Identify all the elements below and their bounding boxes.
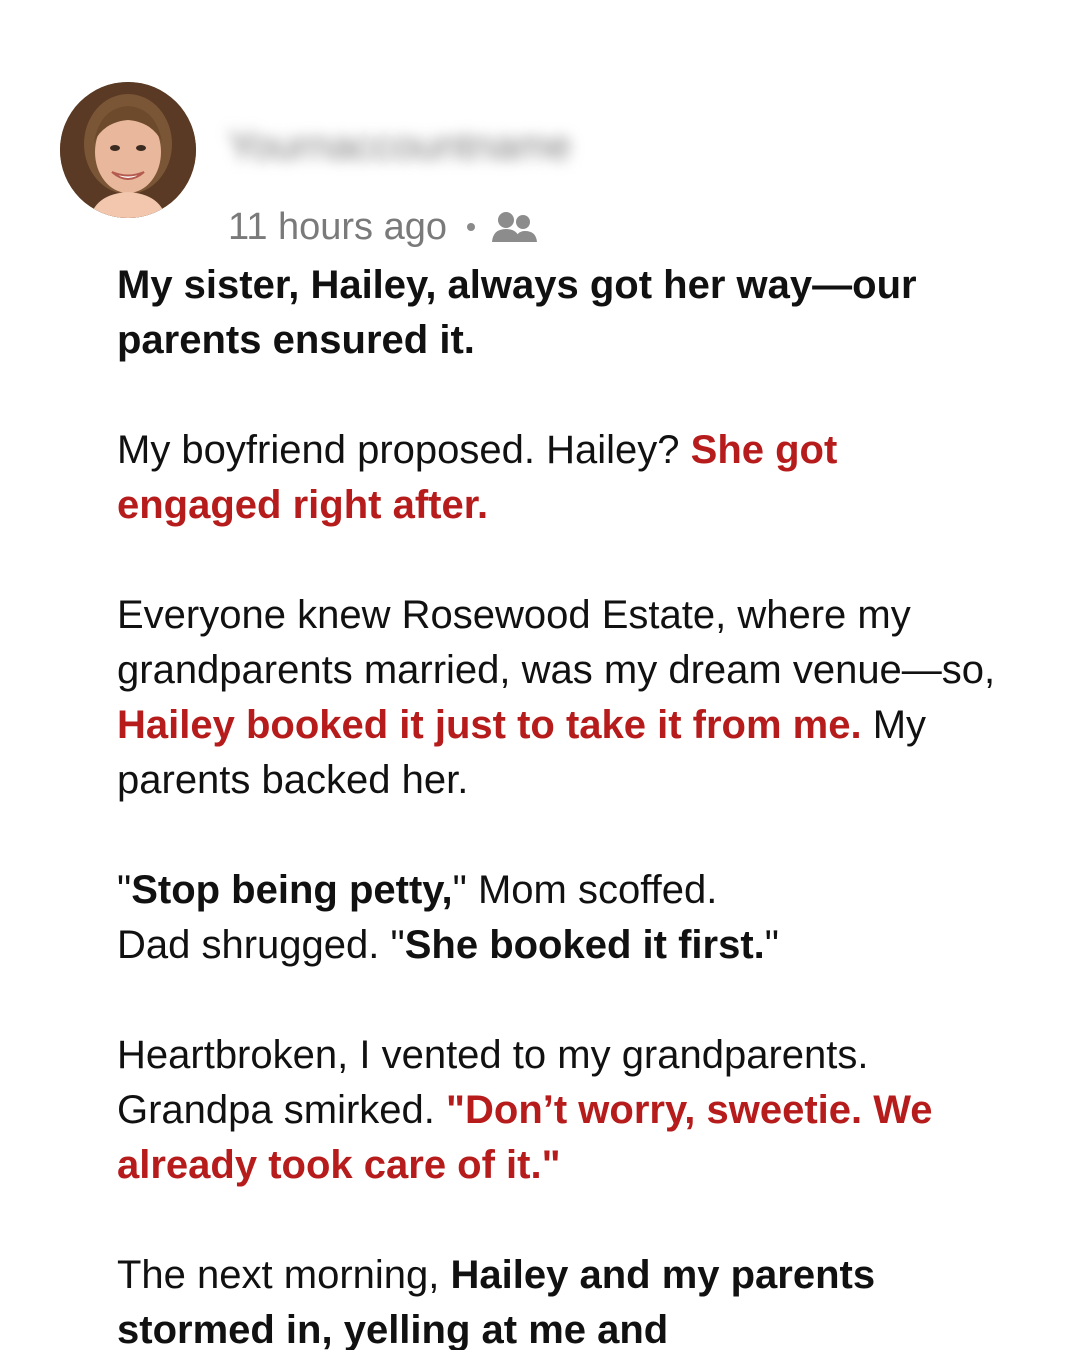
text-span: " xyxy=(117,868,132,912)
text-span: The next morning, xyxy=(117,1253,451,1297)
text-span: My parents backed her. xyxy=(117,703,927,802)
text-span: Dad shrugged. " xyxy=(117,923,405,967)
highlight-span: She got engaged right after. xyxy=(117,428,838,527)
text-span: " xyxy=(764,923,779,967)
highlight-span: Hailey booked it just to take it from me. xyxy=(117,703,862,747)
text-span: " Mom scoffed. xyxy=(452,868,718,912)
author-name[interactable]: Yournaccountname xyxy=(228,126,572,166)
story-paragraph-6 xyxy=(117,1248,997,1350)
highlight-span: "Don’t worry, sweetie. We already took care of it." xyxy=(117,1088,933,1187)
bold-span: She booked it first. xyxy=(404,923,765,967)
story-paragraph-1: My sister, Hailey, always got her way—our parents ensured it. xyxy=(117,263,917,362)
post-body xyxy=(117,258,997,1350)
separator-dot xyxy=(467,223,475,231)
bold-span: Stop being petty, xyxy=(131,868,453,912)
avatar-photo xyxy=(60,82,196,218)
bold-span: Hailey and my parents stormed in, yelling at me and xyxy=(117,1253,876,1350)
story-paragraph-5 xyxy=(117,1028,997,1193)
people-icon[interactable] xyxy=(491,208,539,246)
text-span: My boyfriend proposed. Hailey? xyxy=(117,428,691,472)
text-span: Everyone knew Rosewood Estate, where my grandparents married, was my dream venue—so, xyxy=(117,593,996,692)
post-timestamp[interactable]: 11 hours ago xyxy=(228,205,448,248)
post-meta xyxy=(228,205,539,249)
story-paragraph-3 xyxy=(117,588,997,808)
story-paragraph-4 xyxy=(117,863,997,973)
avatar[interactable] xyxy=(60,82,196,218)
story-paragraph-2 xyxy=(117,423,997,533)
text-span: Heartbroken, I vented to my grandparents. Grandpa smirked. xyxy=(117,1033,869,1132)
